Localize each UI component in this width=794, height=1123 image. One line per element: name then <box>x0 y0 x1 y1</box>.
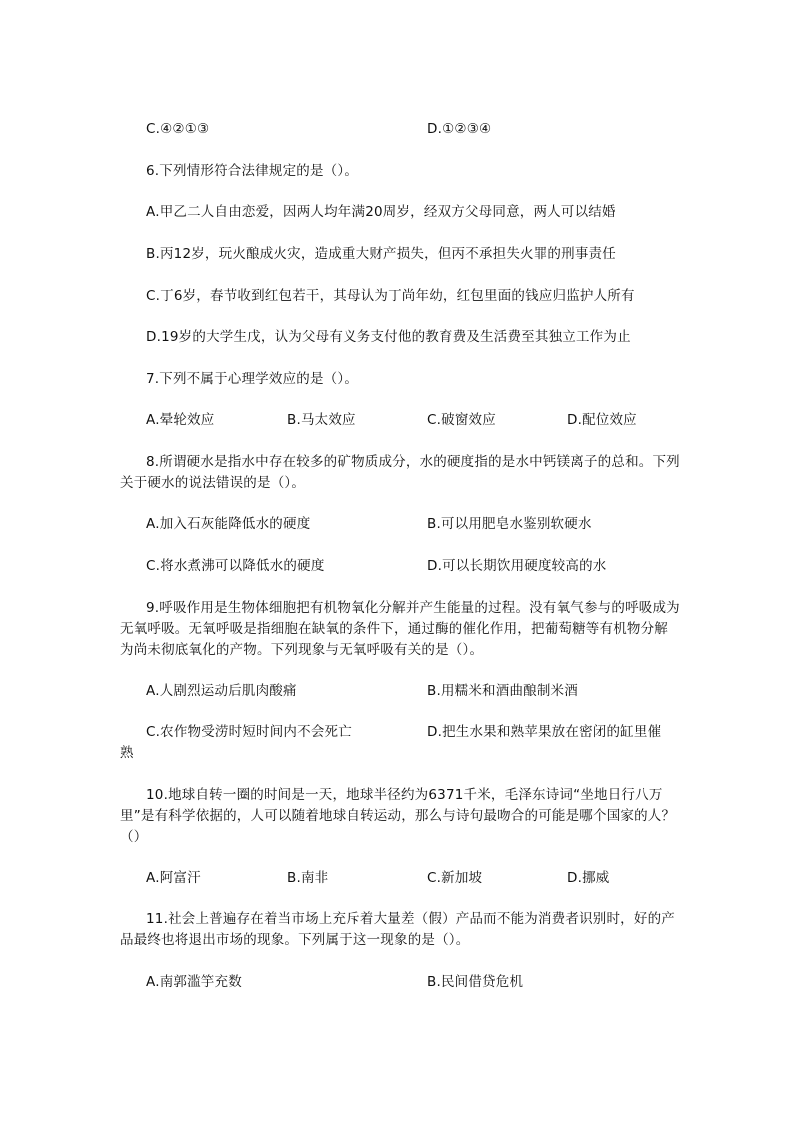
q9-option-d: D.把生水果和熟苹果放在密闭的缸里催 <box>427 724 662 740</box>
q10-option-d: D.挪威 <box>567 870 610 886</box>
q7-option-b: B.马太效应 <box>287 412 356 428</box>
q11-option-b: B.民间借贷危机 <box>427 974 524 990</box>
q10-option-c: C.新加坡 <box>427 870 483 886</box>
q5-option-c: C.④②①③ <box>146 121 210 137</box>
q8-option-c: C.将水煮沸可以降低水的硬度 <box>146 558 325 574</box>
q9-option-a: A.人剧烈运动后肌肉酸痛 <box>146 683 297 699</box>
q8-option-b: B.可以用肥皂水鉴别软硬水 <box>427 516 592 532</box>
q6-option-d: D.19岁的大学生戊，认为父母有义务支付他的教育费及生活费至其独立工作为止 <box>146 329 631 345</box>
q8-stem: 8.所谓硬水是指水中存在较多的矿物质成分，水的硬度指的是水中钙镁离子的总和。下列关于硬水的说法错误的是（）。 <box>120 454 680 491</box>
q6-option-c: C.丁6岁，春节收到红包若干，其母认为丁尚年幼，红包里面的钱应归监护人所有 <box>146 288 635 304</box>
q10-option-a: A.阿富汗 <box>146 870 201 886</box>
q9-stem: 9.呼吸作用是生物体细胞把有机物氧化分解并产生能量的过程。没有氧气参与的呼吸成为无氧呼吸。无氧呼吸是指细胞在缺氧的条件下，通过酶的催化作用，把葡萄糖等有机物分解为尚未彻底氧化的产物。下列现象与无氧呼吸有关的是（）。 <box>120 600 680 658</box>
q6-option-a: A.甲乙二人自由恋爱，因两人均年满20周岁，经双方父母同意，两人可以结婚 <box>146 204 616 220</box>
q7-option-a: A.晕轮效应 <box>146 412 215 428</box>
q6-stem: 6.下列情形符合法律规定的是（）。 <box>146 163 359 179</box>
q11-option-a: A.南郭滥竽充数 <box>146 974 242 990</box>
q10-stem: 10.地球自转一圈的时间是一天，地球半径约为6371千米，毛泽东诗词“坐地日行八万里”是有科学依据的，人可以随着地球自转运动，那么与诗句最吻合的可能是哪个国家的人？（） <box>120 787 676 845</box>
q8-option-a: A.加入石灰能降低水的硬度 <box>146 516 311 532</box>
q7-option-c: C.破窗效应 <box>427 412 496 428</box>
q7-option-d: D.配位效应 <box>567 412 637 428</box>
q11-stem: 11.社会上普遍存在着当市场上充斥着大量差（假）产品而不能为消费者识别时，好的产品最终也将退出市场的现象。下列属于这一现象的是（）。 <box>120 911 675 948</box>
q9-option-c: C.农作物受涝时短时间内不会死亡 <box>146 724 352 740</box>
q5-option-d: D.①②③④ <box>427 121 492 137</box>
q7-stem: 7.下列不属于心理学效应的是（）。 <box>146 371 359 387</box>
q8-option-d: D.可以长期饮用硬度较高的水 <box>427 558 607 574</box>
q6-option-b: B.丙12岁，玩火酿成火灾，造成重大财产损失，但丙不承担失火罪的刑事责任 <box>146 246 616 262</box>
q10-option-b: B.南非 <box>287 870 329 886</box>
q9-option-d-continued: 熟 <box>120 745 134 761</box>
q9-option-b: B.用糯米和酒曲酿制米酒 <box>427 683 578 699</box>
